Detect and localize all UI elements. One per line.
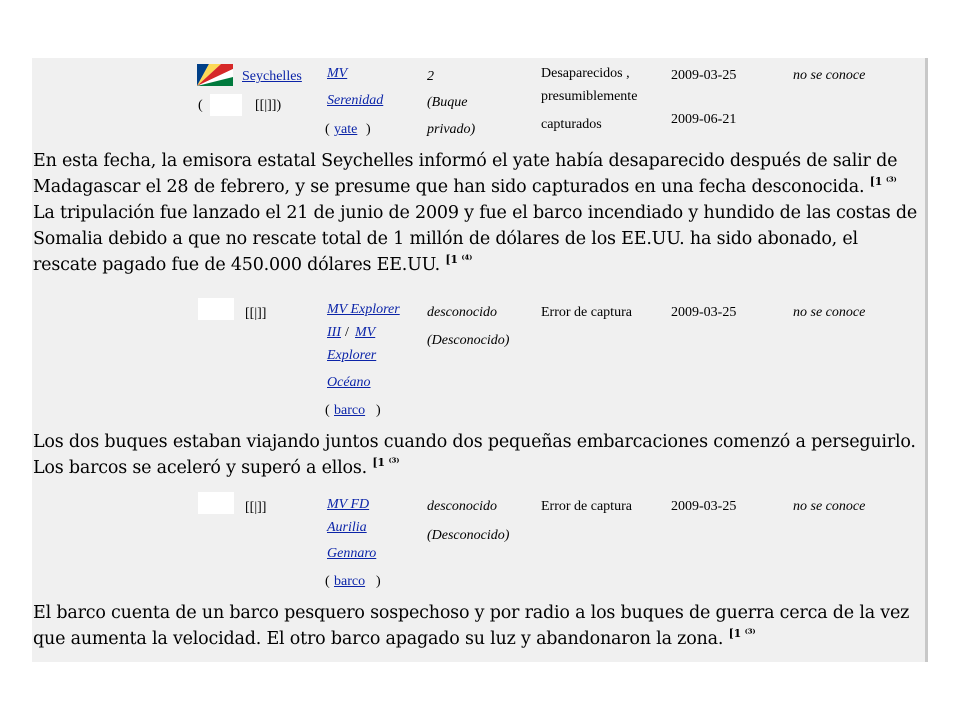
crew-note: (Desconocido) — [427, 333, 510, 348]
ship-type-link[interactable]: yate — [334, 122, 358, 137]
ship-name-link[interactable]: Aurilia — [327, 520, 367, 535]
status-text: Error de captura — [541, 305, 632, 320]
flag-image-placeholder — [198, 298, 234, 320]
flag-link-markup: [[|]] — [245, 306, 267, 321]
ship-name-link[interactable]: III — [327, 325, 341, 340]
ship-name-link[interactable]: MV FD — [327, 497, 370, 512]
ransom-text: no se conoce — [793, 499, 866, 514]
citation-ref[interactable]: [1 ⁽³⁾ — [869, 175, 897, 189]
status-text: Desaparecidos , — [541, 66, 630, 81]
ship-name-link[interactable]: MV — [355, 325, 376, 340]
ship-type-close: ) — [366, 122, 371, 137]
status-text: Error de captura — [541, 499, 632, 514]
ship-type-link[interactable]: barco — [334, 403, 366, 418]
citation-ref[interactable]: [1 ⁽⁴⁾ — [445, 253, 473, 267]
ship-type-close: ) — [376, 574, 381, 589]
date-attacked: 2009-03-25 — [671, 68, 737, 83]
crew-note: privado) — [427, 122, 476, 137]
flag-link-markup: [[|]] — [245, 500, 267, 515]
crew-note: (Buque — [427, 95, 468, 110]
crew-count: desconocido — [427, 499, 497, 514]
ship-name-link[interactable]: MV — [327, 66, 348, 81]
ship-type-link[interactable]: barco — [334, 574, 366, 589]
ship-type-open: ( — [325, 403, 330, 418]
flag-bracket-open: ( — [198, 98, 203, 113]
description-paragraph — [33, 600, 923, 652]
ship-name-link[interactable]: Explorer — [327, 348, 377, 363]
date-released: 2009-06-21 — [671, 112, 737, 127]
flag-link-markup: [[|]]) — [255, 98, 282, 113]
ransom-text: no se conoce — [793, 68, 866, 83]
description-paragraph — [33, 429, 923, 481]
country-link[interactable]: Seychelles — [242, 69, 302, 84]
ship-name-link[interactable]: Serenidad — [327, 93, 384, 108]
crew-count: 2 — [427, 69, 434, 84]
ship-separator: / — [345, 325, 349, 340]
ship-type-open: ( — [325, 574, 330, 589]
citation-ref[interactable]: [1 ⁽³⁾ — [372, 456, 400, 470]
ransom-text: no se conoce — [793, 305, 866, 320]
seychelles-flag-icon — [197, 64, 233, 86]
date-attacked: 2009-03-25 — [671, 499, 737, 514]
ship-type-open: ( — [325, 122, 330, 137]
crew-note: (Desconocido) — [427, 528, 510, 543]
status-text: presumiblemente — [541, 89, 638, 104]
ship-name-link[interactable]: MV Explorer — [327, 302, 400, 317]
description-paragraph — [33, 148, 923, 278]
paragraph-text: La tripulación fue lanzado el 21 de junio de 2009 y fue el barco incendiado y hundido de las costas de Somalia debido a que no rescate total de 1 millón de dólares de los EE.UU. ha sido abonado, el rescate pagado fue de 450.000 dólares EE.UU. — [33, 203, 918, 275]
flag-image-placeholder — [198, 492, 234, 514]
flag-image-placeholder — [210, 94, 242, 116]
paragraph-text: Los dos buques estaban viajando juntos cuando dos pequeñas embarcaciones comenzó a perseguirlo. Los barcos se aceleró y superó a ellos. — [33, 432, 916, 478]
crew-count: desconocido — [427, 305, 497, 320]
date-attacked: 2009-03-25 — [671, 305, 737, 320]
status-text: capturados — [541, 117, 602, 132]
paragraph-text: El barco cuenta de un barco pesquero sospechoso y por radio a los buques de guerra cerca de la vez que aumenta la velocidad. El otro barco apagado su luz y abandonaron la zona. — [33, 603, 910, 649]
ship-type-close: ) — [376, 403, 381, 418]
citation-ref[interactable]: [1 ⁽³⁾ — [728, 627, 756, 641]
ship-name-link[interactable]: Océano — [327, 375, 371, 390]
paragraph-text: En esta fecha, la emisora estatal Seychelles informó el yate había desaparecido después de salir de Madagascar el 28 de febrero, y se presume que han sido capturados en una fecha desconocida. — [33, 151, 898, 197]
ship-name-link[interactable]: Gennaro — [327, 546, 377, 561]
